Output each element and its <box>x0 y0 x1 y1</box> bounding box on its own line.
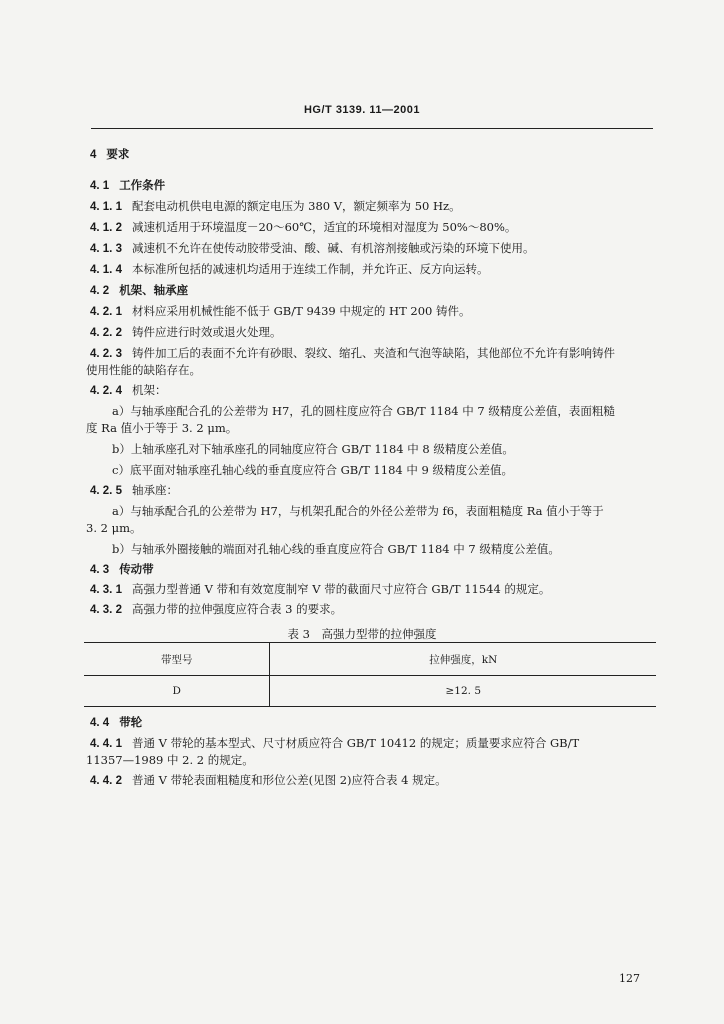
clause-4-1-1 <box>90 198 656 215</box>
table-header-cell: 拉伸强度，kN <box>270 643 656 676</box>
item-4-2-4-a-continued: 度 Ra 值小于等于 3. 2 μm。 <box>86 421 238 435</box>
clause-number: 4. 2. 3 <box>90 348 122 360</box>
clause-number: 4. 1. 2 <box>90 222 122 234</box>
clause-4-4-1-continued: 11357—1989 中 2. 2 的规定。 <box>86 753 254 767</box>
clause-number: 4. 1. 3 <box>90 243 122 255</box>
document-code-header: HG/T 3139. 11—2001 <box>303 104 420 116</box>
clause-4-2-1 <box>90 303 656 320</box>
table-cell: ≥12. 5 <box>270 676 656 707</box>
clause-text: 普通 V 带轮表面粗糙度和形位公差(见图 2)应符合表 4 规定。 <box>131 773 447 787</box>
clause-text: 高强力带的拉伸强度应符合表 3 的要求。 <box>131 602 343 616</box>
clause-text: 材料应采用机械性能不低于 GB/T 9439 中规定的 HT 200 铸件。 <box>131 304 471 318</box>
section-title: 机架、轴承座 <box>119 285 189 297</box>
section-4-1-heading <box>90 177 656 194</box>
item-4-2-4-c: c）底平面对轴承座孔轴心线的垂直度应符合 GB/T 1184 中 9 级精度公差值。 <box>112 463 513 477</box>
clause-text: 高强力型普通 V 带和有效宽度制窄 V 带的截面尺寸应符合 GB/T 11544 的规定。 <box>131 582 551 596</box>
section-4-2-4-heading <box>90 382 656 399</box>
clause-4-3-2 <box>90 601 656 618</box>
table-3 <box>84 642 656 707</box>
clause-4-1-3 <box>90 240 656 257</box>
section-title: 要求 <box>106 149 130 161</box>
table-header-row <box>84 643 656 676</box>
clause-text: 铸件应进行时效或退火处理。 <box>131 325 282 339</box>
clause-text: 普通 V 带轮的基本型式、尺寸材质应符合 GB/T 10412 的规定；质量要求应符合 GB/T <box>131 736 580 750</box>
item-4-2-4-b: b）上轴承座孔对下轴承座孔的同轴度应符合 GB/T 1184 中 8 级精度公差值。 <box>112 442 514 456</box>
section-4-heading <box>90 146 656 163</box>
item-4-2-5-b: b）与轴承外圈接触的端面对孔轴心线的垂直度应符合 GB/T 1184 中 7 级精度公差值。 <box>112 542 560 556</box>
section-4-2-heading <box>90 282 656 299</box>
clause-number: 4. 2. 4 <box>90 385 122 397</box>
clause-number: 4. 2. 2 <box>90 327 122 339</box>
section-number: 4 <box>90 149 97 161</box>
clause-text: 本标准所包括的减速机均适用于连续工作制，并允许正、反方向运转。 <box>131 262 489 276</box>
clause-4-4-1 <box>90 735 656 752</box>
clause-text: 减速机适用于环境温度－20～60℃，适宜的环境相对湿度为 50%～80%。 <box>131 220 517 234</box>
table-cell: D <box>84 676 270 707</box>
item-4-2-5-a: a）与轴承配合孔的公差带为 H7，与机架孔配合的外径公差带为 f6，表面粗糙度 Ra 值小于等于 <box>112 504 604 518</box>
clause-title: 轴承座： <box>131 483 178 497</box>
clause-number: 4. 2. 5 <box>90 485 122 497</box>
clause-text: 配套电动机供电电源的额定电压为 380 V，额定频率为 50 Hz。 <box>131 199 461 213</box>
table-header-cell: 带型号 <box>84 643 270 676</box>
clause-number: 4. 2. 1 <box>90 306 122 318</box>
clause-number: 4. 1. 1 <box>90 201 122 213</box>
page-number: 127 <box>619 972 640 985</box>
table-row <box>84 676 656 707</box>
clause-number: 4. 3. 1 <box>90 584 122 596</box>
clause-text: 减速机不允许在使传动胶带受油、酸、碱、有机溶剂接触或污染的环境下使用。 <box>131 241 535 255</box>
clause-title: 机架： <box>131 383 167 397</box>
section-4-3-heading <box>90 561 656 578</box>
section-number: 4. 1 <box>90 180 110 192</box>
clause-4-1-4 <box>90 261 656 278</box>
section-title: 传动带 <box>119 564 154 576</box>
section-number: 4. 3 <box>90 564 110 576</box>
section-title: 带轮 <box>119 717 143 729</box>
item-4-2-5-a-continued: 3. 2 μm。 <box>86 521 142 535</box>
clause-number: 4. 1. 4 <box>90 264 122 276</box>
section-number: 4. 2 <box>90 285 110 297</box>
header-rule <box>91 128 653 129</box>
table-3-caption: 表 3 高强力型带的拉伸强度 <box>287 627 437 641</box>
item-4-2-4-a: a）与轴承座配合孔的公差带为 H7，孔的圆柱度应符合 GB/T 1184 中 7 级精度公差值，表面粗糙 <box>112 404 615 418</box>
section-4-2-5-heading <box>90 482 656 499</box>
clause-text: 铸件加工后的表面不允许有砂眼、裂纹、缩孔、夹渣和气泡等缺陷，其他部位不允许有影响铸件 <box>131 346 615 360</box>
section-4-4-heading <box>90 714 656 731</box>
clause-4-2-3-continued: 使用性能的缺陷存在。 <box>86 363 201 377</box>
clause-number: 4. 4. 2 <box>90 775 122 787</box>
section-title: 工作条件 <box>119 180 166 192</box>
clause-number: 4. 4. 1 <box>90 738 122 750</box>
clause-4-1-2 <box>90 219 656 236</box>
section-number: 4. 4 <box>90 717 110 729</box>
clause-4-2-2 <box>90 324 656 341</box>
clause-number: 4. 3. 2 <box>90 604 122 616</box>
clause-4-2-3 <box>90 345 656 362</box>
clause-4-4-2 <box>90 772 656 789</box>
clause-4-3-1 <box>90 581 656 598</box>
